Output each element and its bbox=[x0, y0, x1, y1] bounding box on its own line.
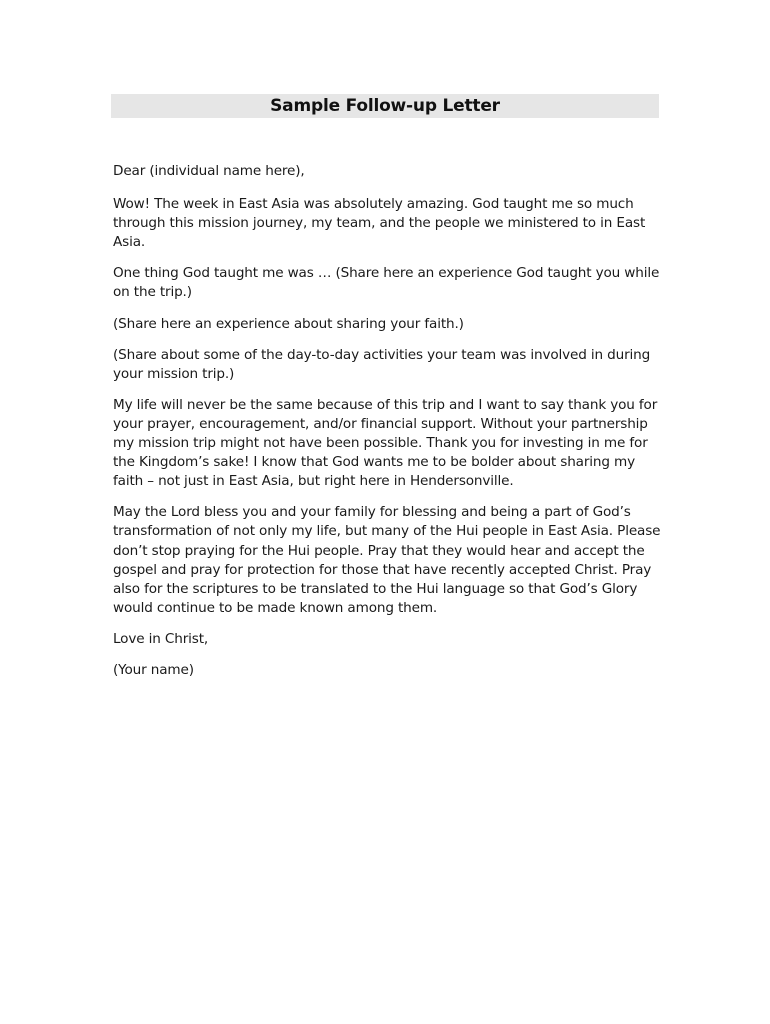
letter-body bbox=[113, 162, 661, 692]
signature-line: (Your name) bbox=[113, 661, 194, 678]
closing-line: Love in Christ, bbox=[113, 630, 209, 647]
paragraph-activities: (Share about some of the day-to-day activities your team was involved in during your mission trip.) bbox=[113, 346, 651, 382]
greeting-line: Dear (individual name here), bbox=[113, 163, 305, 179]
title-banner bbox=[111, 94, 659, 118]
document-title: Sample Follow-up Letter bbox=[270, 96, 500, 116]
paragraph-sharing-faith: (Share here an experience about sharing your faith.) bbox=[113, 315, 464, 332]
paragraph-blessing: May the Lord bless you and your family for blessing and being a part of God’s transformation of not only my life, but many of the Hui people in East Asia. Please don’t stop praying for the Hui people. Pray that they would hear and accept the gospel and pray for protection for those that have recently accepted Christ. Pray also for the scriptures to be translated to the Hui language so that God’s Glory would continue to be made known among them. bbox=[113, 504, 661, 616]
paragraph-intro: Wow! The week in East Asia was absolutely amazing. God taught me so much through this mission journey, my team, and the people we ministered to in East Asia. bbox=[113, 196, 646, 251]
paragraph-thanks: My life will never be the same because of this trip and I want to say thank you for your prayer, encouragement, and/or financial support. Without your partnership my mission trip might not have been possible. Thank you for investing in me for the Kingdom’s sake! I know that God wants me to be bolder about sharing my faith – not just in East Asia, but right here in Hendersonville. bbox=[113, 396, 658, 490]
paragraph-lesson: One thing God taught me was … (Share here an experience God taught you while on the trip.) bbox=[113, 265, 660, 301]
